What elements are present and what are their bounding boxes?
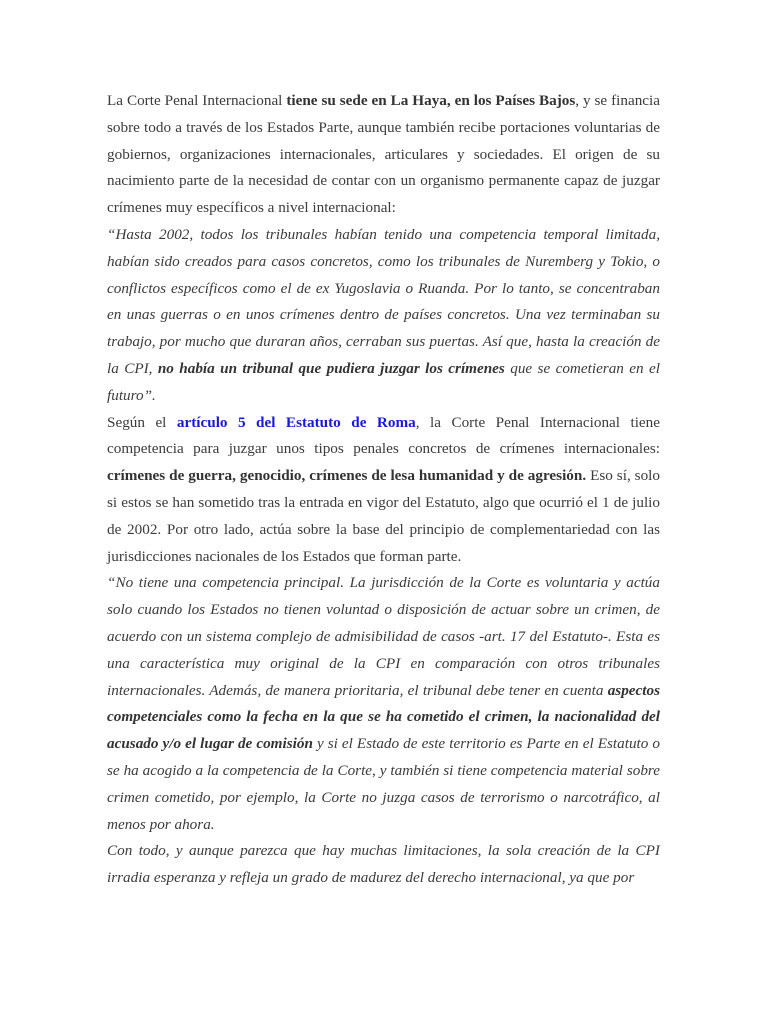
quote-con-todo xyxy=(107,838,660,892)
text-run: Con todo, y aunque parezca que hay muchas limitaciones, la sola creación de la CPI irradia esperanza y refleja un grado de madurez del derecho internacional, ya que por xyxy=(107,842,660,887)
text-run: , y se financia sobre todo a través de los Estados Parte, aunque también recibe portaciones voluntarias de gobiernos, organizaciones internacionales, articulares y sociedades. El origen de su nacimiento parte de la necesidad de contar con un organismo permanente capaz de juzgar crímenes muy específicos a nivel internacional: xyxy=(107,92,661,217)
bold-text: tiene su sede en La Haya, en los Países Bajos xyxy=(286,92,576,109)
bold-text: crímenes de guerra, genocidio, crímenes de lesa humanidad y de agresión. xyxy=(107,467,587,485)
estatuto-roma-link[interactable]: artículo 5 del Estatuto de Roma xyxy=(176,413,416,431)
paragraph-sede xyxy=(107,88,660,222)
text-run: “No tiene una competencia principal. La jurisdicción de la Corte es voluntaria y actúa solo cuando los Estados no tienen voluntad o disposición de actuar sobre un crimen, de acuerdo con un sistema complejo de admisibilidad de casos -art. 17 del Estatuto-. Esta es una característica muy original de la CPI en comparación con otros tribunales internacionales. Además, de manera prioritaria, el tribunal debe tener en cuenta xyxy=(107,574,660,699)
text-run: La Corte Penal Internacional xyxy=(107,92,287,109)
quote-hasta-2002 xyxy=(107,222,660,410)
text-run: Eso sí, solo si estos se han sometido tras la entrada en vigor del Estatuto, algo que ocurrió el 1 de julio de 2002. Por otro lado, actúa sobre la base del principio de complementariedad con las jurisdicciones nacionales de los Estados que forman parte. xyxy=(107,467,660,565)
document-body xyxy=(107,88,660,892)
quote-competencia-principal xyxy=(107,570,660,838)
text-run: “Hasta 2002, todos los tribunales habían tenido una competencia temporal limitada, habían sido creados para casos concretos, como los tribunales de Nuremberg y Tokio, o conflictos específicos como el de ex Yugoslavia o Ruanda. Por lo tanto, se concentraban en unas guerras o en unos crímenes dentro de países concretos. Una vez terminaban su trabajo, por mucho que duraran años, cerraban sus puertas. Así que, hasta la creación de la CPI, xyxy=(107,225,660,377)
text-run: y si el Estado de este territorio es Parte en el Estatuto o se ha acogido a la competencia de la Corte, y también si tiene competencia material sobre crimen cometido, por ejemplo, la Corte no juzga casos de terrorismo o narcotráfico, al menos por ahora. xyxy=(107,735,660,833)
text-run: , la Corte Penal Internacional tiene competencia para juzgar unos tipos penales concretos de crímenes internacionales: xyxy=(107,413,660,458)
bold-text: no había un tribunal que pudiera juzgar los crímenes xyxy=(157,359,505,377)
text-run: que se cometieran en el futuro”. xyxy=(107,359,660,404)
bold-text: aspectos competenciales como la fecha en la que se ha cometido el crimen, la nacionalidad del acusado y/o el lugar de comisión xyxy=(107,681,660,753)
paragraph-competencia xyxy=(107,410,660,571)
text-run: Según el xyxy=(107,413,177,431)
